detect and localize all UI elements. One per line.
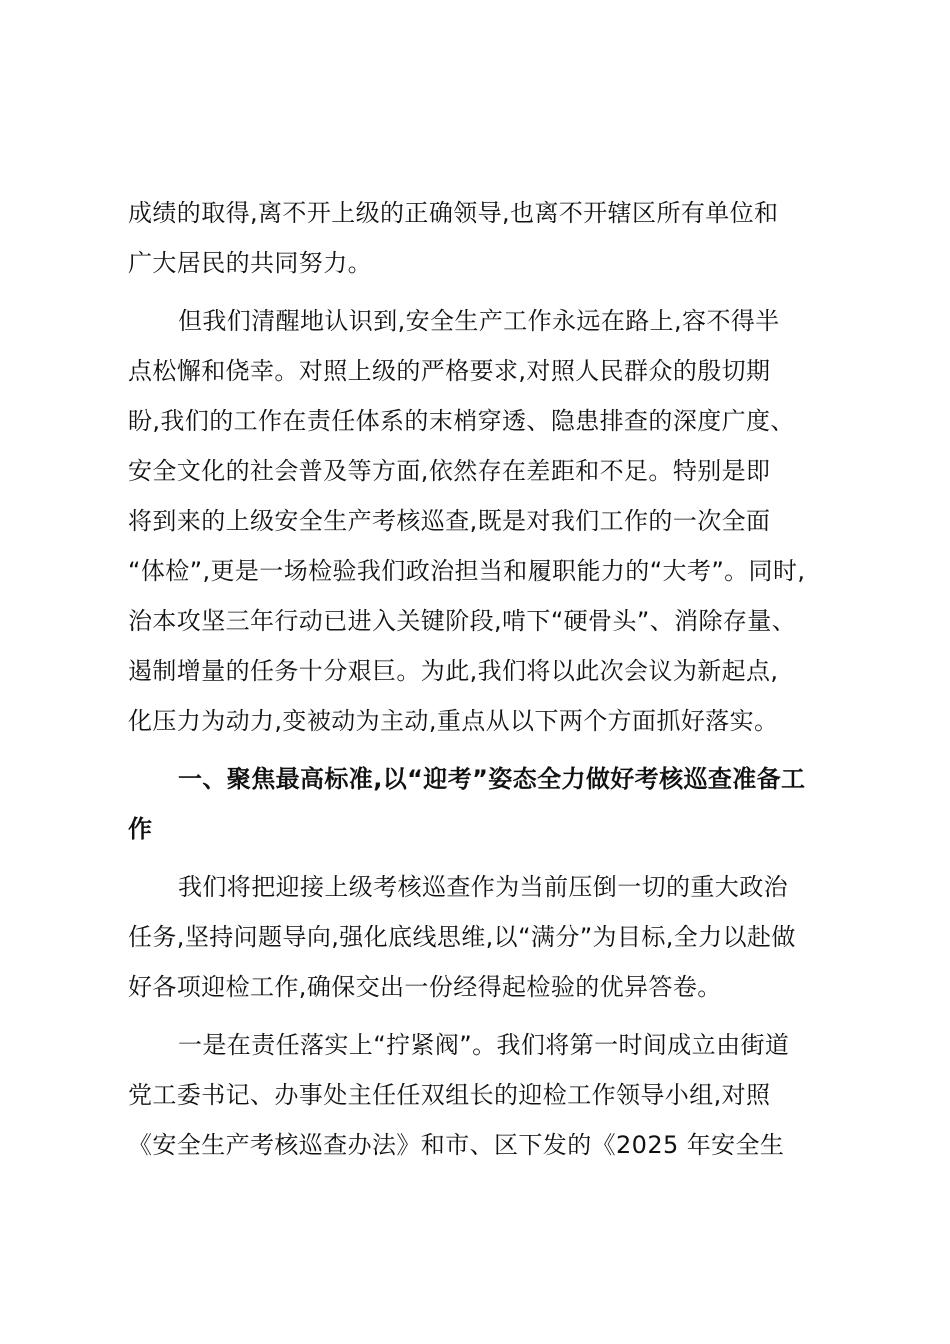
paragraph-line: 盼,我们的工作在责任体系的末梢穿透、隐患排查的深度广度、 xyxy=(128,407,795,435)
paragraph-line: 《安全生产考核巡查办法》和市、区下发的《2025 年安全生 xyxy=(128,1131,785,1159)
paragraph-line: 点松懈和侥幸。对照上级的严格要求,对照人民群众的殷切期 xyxy=(128,357,771,385)
section-heading: 作 xyxy=(128,815,153,843)
paragraph-line: 任务,坚持问题导向,强化底线思维,以“满分”为目标,全力以赴做 xyxy=(128,923,796,951)
paragraph-line: 安全文化的社会普及等方面,依然存在差距和不足。特别是即 xyxy=(128,457,771,485)
paragraph-line: 我们将把迎接上级考核巡查作为当前压倒一切的重大政治 xyxy=(178,873,788,901)
paragraph-line: 一是在责任落实上“拧紧阀”。我们将第一时间成立由街道 xyxy=(178,1031,790,1059)
paragraph-line: “体检”,更是一场检验我们政治担当和履职能力的“大考”。同时, xyxy=(128,557,806,585)
paragraph-line: 但我们清醒地认识到,安全生产工作永远在路上,容不得半 xyxy=(178,307,780,335)
paragraph-line: 化压力为动力,变被动为主动,重点从以下两个方面抓好落实。 xyxy=(128,707,779,735)
paragraph-line: 党工委书记、办事处主任任双组长的迎检工作领导小组,对照 xyxy=(128,1081,771,1109)
paragraph-line: 好各项迎检工作,确保交出一份经得起检验的优异答卷。 xyxy=(128,973,722,1001)
section-heading: 一、聚焦最高标准,以“迎考”姿态全力做好考核巡查准备工 xyxy=(178,765,806,793)
paragraph-line: 遏制增量的任务十分艰巨。为此,我们将以此次会议为新起点, xyxy=(128,657,779,685)
paragraph-line: 广大居民的共同努力。 xyxy=(128,249,372,277)
paragraph-line: 治本攻坚三年行动已进入关键阶段,啃下“硬骨头”、消除存量、 xyxy=(128,607,797,635)
paragraph-line: 将到来的上级安全生产考核巡查,既是对我们工作的一次全面 xyxy=(128,507,771,535)
paragraph-line: 成绩的取得,离不开上级的正确领导,也离不开辖区所有单位和 xyxy=(128,199,779,227)
